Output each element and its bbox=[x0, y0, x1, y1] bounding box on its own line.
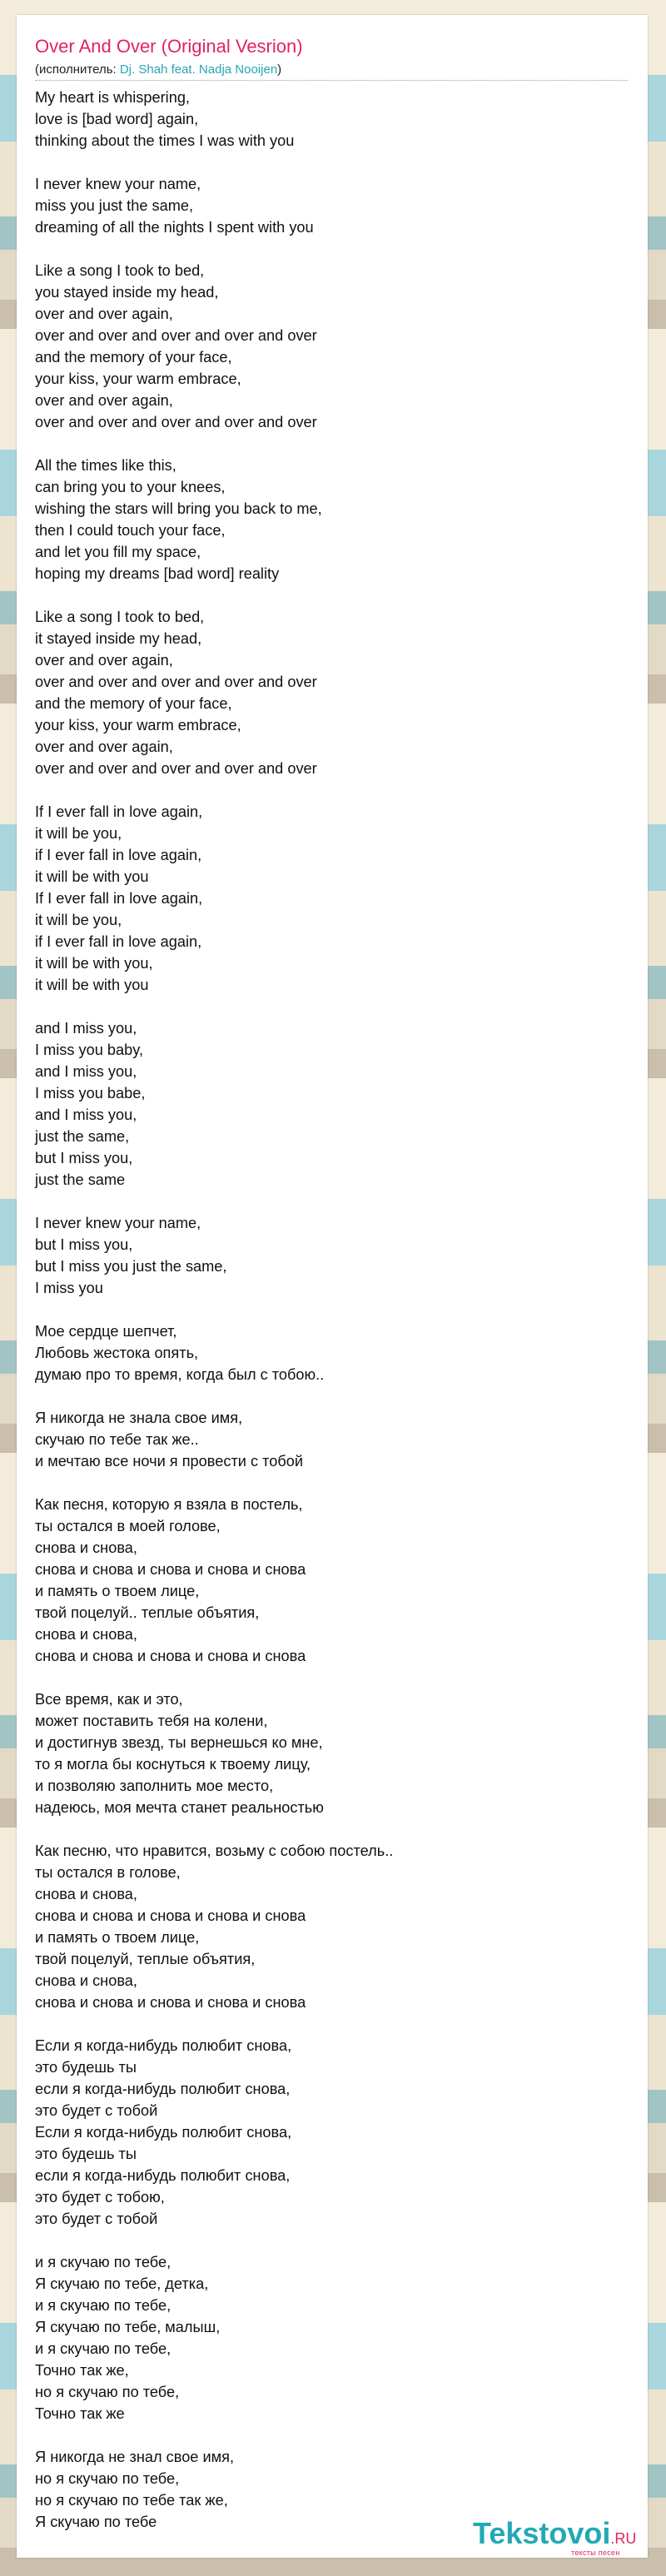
lyrics-line: it will be with you bbox=[35, 977, 149, 993]
lyrics-line: I miss you babe, bbox=[35, 1085, 146, 1102]
lyrics-line: это будет с тобою, bbox=[35, 2189, 165, 2206]
lyrics-line: но я скучаю по тебе, bbox=[35, 2384, 180, 2400]
lyrics-line: and the memory of your face, bbox=[35, 349, 232, 366]
lyrics-line: Я никогда не знала свое имя, bbox=[35, 1410, 243, 1426]
lyrics-line: and I miss you, bbox=[35, 1020, 137, 1037]
lyrics-line: и я скучаю по тебе, bbox=[35, 2340, 171, 2357]
lyrics-line: снова и снова, bbox=[35, 1626, 137, 1643]
lyrics-line: over and over again, bbox=[35, 738, 173, 755]
lyrics-line: it will be you, bbox=[35, 825, 122, 842]
lyrics-stanza bbox=[35, 1840, 634, 2013]
lyrics-line: снова и снова и снова и снова и снова bbox=[35, 1561, 306, 1578]
lyrics-line: Если я когда-нибудь полюбит снова, bbox=[35, 2037, 292, 2054]
lyrics-line: Я скучаю по тебе, малыш, bbox=[35, 2319, 221, 2335]
performer-link[interactable]: Dj. Shah feat. Nadja Nooijen bbox=[119, 62, 278, 77]
lyrics-line: your kiss, your warm embrace, bbox=[35, 370, 241, 387]
lyrics-line: это будет с тобой bbox=[35, 2210, 158, 2227]
lyrics-stanza bbox=[35, 455, 634, 584]
lyrics-line: and let you fill my space, bbox=[35, 544, 201, 560]
lyrics-line: if I ever fall in love again, bbox=[35, 933, 202, 950]
lyrics-line: твой поцелуй, теплые объятия, bbox=[35, 1951, 256, 1967]
lyrics-line: Точно так же, bbox=[35, 2362, 129, 2379]
lyrics-line: скучаю по тебе так же.. bbox=[35, 1431, 199, 1448]
lyrics-line: love is [bad word] again, bbox=[35, 111, 199, 127]
lyrics-line: over and over and over and over and over bbox=[35, 760, 317, 777]
lyrics-line: Like a song I took to bed, bbox=[35, 609, 205, 625]
song-title: Over And Over (Original Vesrion) bbox=[35, 36, 303, 57]
lyrics-line: just the same, bbox=[35, 1128, 130, 1145]
lyrics-line: снова и снова и снова и снова и снова bbox=[35, 1907, 306, 1924]
lyrics-line: твой поцелуй.. теплые объятия, bbox=[35, 1604, 260, 1621]
lyrics-line: и позволяю заполнить мое место, bbox=[35, 1778, 274, 1794]
lyrics-line: can bring you to your knees, bbox=[35, 479, 226, 495]
lyrics-line: it will be you, bbox=[35, 912, 122, 928]
lyrics-line: думаю про то время, когда был с тобою.. bbox=[35, 1366, 325, 1383]
performer-prefix: (исполнитель: bbox=[35, 62, 120, 77]
lyrics-line: снова и снова, bbox=[35, 1539, 137, 1556]
logo-tagline: тексты песен bbox=[571, 2549, 620, 2557]
lyrics-stanza bbox=[35, 1212, 634, 1299]
lyrics-line: Все время, как и это, bbox=[35, 1691, 183, 1708]
lyrics-line: надеюсь, моя мечта станет реальностью bbox=[35, 1799, 324, 1816]
lyrics-line: but I miss you just the same, bbox=[35, 1258, 227, 1275]
lyrics-line: если я когда-нибудь полюбит снова, bbox=[35, 2081, 291, 2097]
lyrics-line: и мечтаю все ночи я провести с тобой bbox=[35, 1453, 304, 1470]
lyrics-line: снова и снова, bbox=[35, 1972, 137, 1989]
lyrics-line: I never knew your name, bbox=[35, 176, 201, 192]
lyrics-line: All the times like this, bbox=[35, 457, 176, 474]
lyrics-line: over and over and over and over and over bbox=[35, 327, 317, 344]
lyrics-line: I miss you bbox=[35, 1280, 103, 1296]
lyrics-stanza bbox=[35, 1017, 634, 1191]
lyrics-line: и я скучаю по тебе, bbox=[35, 2297, 171, 2314]
lyrics-stanza bbox=[35, 87, 634, 152]
lyrics-line: it will be with you bbox=[35, 868, 149, 885]
logo-name: Tekstovoi bbox=[473, 2516, 611, 2550]
lyrics-line: and I miss you, bbox=[35, 1106, 137, 1123]
lyrics-stanza bbox=[35, 2035, 634, 2230]
lyrics-card bbox=[17, 15, 648, 2558]
lyrics-stanza bbox=[35, 606, 634, 779]
lyrics-stanza bbox=[35, 1688, 634, 1818]
lyrics-stanza bbox=[35, 801, 634, 996]
lyrics-line: снова и снова и снова и снова и снова bbox=[35, 1648, 306, 1664]
lyrics-line: ты остался в моей голове, bbox=[35, 1518, 221, 1534]
lyrics-line: но я скучаю по тебе, bbox=[35, 2470, 180, 2487]
lyrics-stanza bbox=[35, 260, 634, 433]
lyrics-line: dreaming of all the nights I spent with you bbox=[35, 219, 314, 236]
lyrics-line: over and over again, bbox=[35, 652, 173, 669]
lyrics-line: Точно так же bbox=[35, 2405, 125, 2422]
lyrics-line: but I miss you, bbox=[35, 1150, 133, 1166]
lyrics-line: over and over and over and over and over bbox=[35, 674, 317, 690]
lyrics-line: I miss you baby, bbox=[35, 1042, 144, 1058]
lyrics-line: then I could touch your face, bbox=[35, 522, 226, 539]
lyrics-line: it will be with you, bbox=[35, 955, 153, 972]
lyrics-stanza bbox=[35, 2251, 634, 2424]
lyrics-stanza bbox=[35, 173, 634, 238]
lyrics-line: и я скучаю по тебе, bbox=[35, 2254, 171, 2270]
lyrics-line: Я никогда не знал свое имя, bbox=[35, 2449, 235, 2465]
lyrics-stanza bbox=[35, 1407, 634, 1472]
lyrics-line: снова и снова и снова и снова и снова bbox=[35, 1994, 306, 2011]
lyrics-line: если я когда-нибудь полюбит снова, bbox=[35, 2167, 291, 2184]
lyrics-line: это будешь ты bbox=[35, 2059, 137, 2076]
lyrics-line: Я скучаю по тебе bbox=[35, 2514, 157, 2530]
lyrics-line: wishing the stars will bring you back to me, bbox=[35, 500, 322, 517]
lyrics-line: if I ever fall in love again, bbox=[35, 847, 202, 863]
lyrics-line: снова и снова, bbox=[35, 1886, 137, 1902]
lyrics-line: over and over again, bbox=[35, 306, 173, 322]
lyrics-line: Любовь жестока опять, bbox=[35, 1345, 199, 1361]
lyrics-line: это будет с тобой bbox=[35, 2102, 158, 2119]
lyrics-line: Как песню, что нравится, возьму с собою постель.. bbox=[35, 1842, 394, 1859]
lyrics-line: If I ever fall in love again, bbox=[35, 890, 203, 907]
logo-tld: .RU bbox=[610, 2530, 637, 2547]
performer-line bbox=[35, 62, 281, 78]
lyrics-line: and the memory of your face, bbox=[35, 695, 232, 712]
lyrics-stanza bbox=[35, 1320, 634, 1385]
lyrics-line: Мое сердце шепчет, bbox=[35, 1323, 177, 1340]
lyrics-line: over and over and over and over and over bbox=[35, 414, 317, 430]
lyrics-line: Как песня, которую я взяла в постель, bbox=[35, 1496, 303, 1513]
lyrics-line: hoping my dreams [bad word] reality bbox=[35, 565, 280, 582]
lyrics-line: но я скучаю по тебе так же, bbox=[35, 2492, 228, 2509]
lyrics-line: Я скучаю по тебе, детка, bbox=[35, 2275, 209, 2292]
lyrics-text bbox=[35, 87, 637, 2554]
lyrics-line: thinking about the times I was with you bbox=[35, 132, 295, 149]
lyrics-line: ты остался в голове, bbox=[35, 1864, 181, 1881]
lyrics-line: может поставить тебя на колени, bbox=[35, 1713, 268, 1729]
title-divider bbox=[35, 80, 628, 81]
lyrics-line: and I miss you, bbox=[35, 1063, 137, 1080]
lyrics-line: If I ever fall in love again, bbox=[35, 803, 203, 820]
lyrics-line: over and over again, bbox=[35, 392, 173, 409]
lyrics-line: и память о твоем лице, bbox=[35, 1929, 200, 1946]
lyrics-line: Like a song I took to bed, bbox=[35, 262, 205, 279]
lyrics-line: и память о твоем лице, bbox=[35, 1583, 200, 1599]
lyrics-line: your kiss, your warm embrace, bbox=[35, 717, 241, 734]
lyrics-line: то я могла бы коснуться к твоему лицу, bbox=[35, 1756, 311, 1773]
lyrics-line: miss you just the same, bbox=[35, 197, 194, 214]
lyrics-line: и достигнув звезд, ты вернешься ко мне, bbox=[35, 1734, 323, 1751]
lyrics-line: Если я когда-нибудь полюбит снова, bbox=[35, 2124, 292, 2141]
lyrics-line: это будешь ты bbox=[35, 2146, 137, 2162]
lyrics-line: just the same bbox=[35, 1171, 126, 1188]
lyrics-line: it stayed inside my head, bbox=[35, 630, 202, 647]
lyrics-line: you stayed inside my head, bbox=[35, 284, 219, 301]
lyrics-line: but I miss you, bbox=[35, 1236, 133, 1253]
lyrics-stanza bbox=[35, 1494, 634, 1667]
lyrics-line: I never knew your name, bbox=[35, 1215, 201, 1231]
performer-suffix: ) bbox=[277, 62, 282, 77]
lyrics-line: My heart is whispering, bbox=[35, 89, 190, 106]
